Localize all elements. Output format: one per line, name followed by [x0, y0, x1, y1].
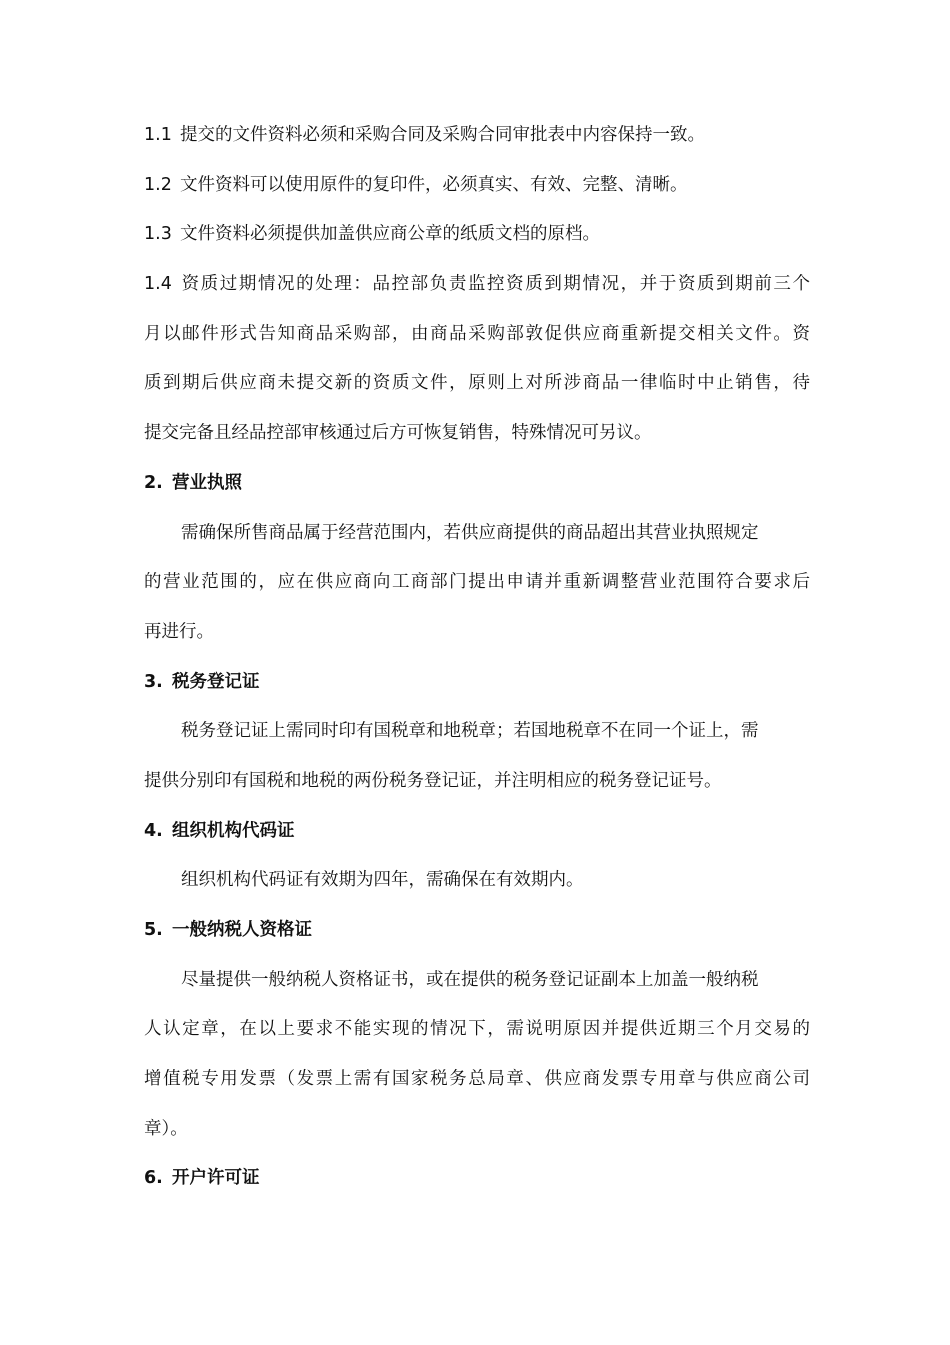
section-title: 一般纳税人资格证 — [172, 920, 312, 940]
item-1-2 — [144, 161, 810, 211]
section-number: 4. — [144, 820, 163, 841]
section-heading-account-permit — [144, 1154, 810, 1204]
section-2-line-2: 的营业范围的，应在供应商向工商部门提出申请并重新调整营业范围符合要求后 — [144, 572, 810, 593]
section-3-line-1: 税务登记证上需同时印有国税章和地税章；若国地税章不在同一个证上，需 — [181, 721, 759, 742]
section-5-line-1: 尽量提供一般纳税人资格证书，或在提供的税务登记证副本上加盖一般纳税 — [181, 969, 759, 990]
document-page — [144, 111, 810, 1204]
section-5-line-4: 章）。 — [144, 1118, 188, 1139]
section-title: 营业执照 — [172, 472, 242, 493]
section-title: 组织机构代码证 — [172, 820, 295, 841]
section-5-line-2: 人认定章，在以上要求不能实现的情况下，需说明原因并提供近期三个月交易的 — [144, 1019, 810, 1040]
item-number: 1.4 — [144, 274, 172, 295]
item-1-3 — [144, 210, 810, 260]
section-number: 6. — [144, 1168, 163, 1189]
section-heading-general-taxpayer — [144, 906, 810, 956]
section-heading-tax-registration — [144, 658, 810, 708]
item-number: 1.3 — [144, 224, 172, 245]
section-title: 开户许可证 — [172, 1168, 260, 1189]
section-heading-business-license — [144, 459, 810, 509]
section-2-line-3: 再进行。 — [144, 621, 214, 642]
item-1-4-line-1 — [144, 260, 810, 310]
item-number: 1.1 — [144, 125, 172, 145]
item-number: 1.2 — [144, 174, 172, 195]
section-4-line-1: 组织机构代码证有效期为四年，需确保在有效期内。 — [181, 870, 584, 891]
section-number: 2. — [144, 472, 163, 493]
item-text: 资质过期情况的处理：品控部负责监控资质到期情况，并于资质到期前三个 — [180, 274, 810, 295]
section-heading-organization-code — [144, 807, 810, 857]
section-2-line-1: 需确保所售商品属于经营范围内，若供应商提供的商品超出其营业执照规定 — [181, 522, 759, 543]
section-number: 3. — [144, 671, 163, 692]
section-3-line-2: 提供分别印有国税和地税的两份税务登记证，并注明相应的税务登记证号。 — [144, 770, 722, 791]
section-title: 税务登记证 — [172, 671, 260, 692]
item-text: 文件资料可以使用原件的复印件，必须真实、有效、完整、清晰。 — [180, 174, 688, 195]
item-text: 提交的文件资料必须和采购合同及采购合同审批表中内容保持一致。 — [180, 125, 705, 145]
section-number: 5. — [144, 920, 163, 940]
item-1-4-line-4: 提交完备且经品控部审核通过后方可恢复销售，特殊情况可另议。 — [144, 423, 652, 444]
section-5-line-3: 增值税专用发票（发票上需有国家税务总局章、供应商发票专用章与供应商公司 — [144, 1069, 810, 1090]
item-1-4-line-2: 月以邮件形式告知商品采购部，由商品采购部敦促供应商重新提交相关文件。资 — [144, 323, 810, 344]
item-1-4-line-3: 质到期后供应商未提交新的资质文件，原则上对所涉商品一律临时中止销售，待 — [144, 373, 810, 394]
item-text: 文件资料必须提供加盖供应商公章的纸质文档的原档。 — [180, 224, 600, 245]
item-1-1 — [144, 111, 810, 161]
